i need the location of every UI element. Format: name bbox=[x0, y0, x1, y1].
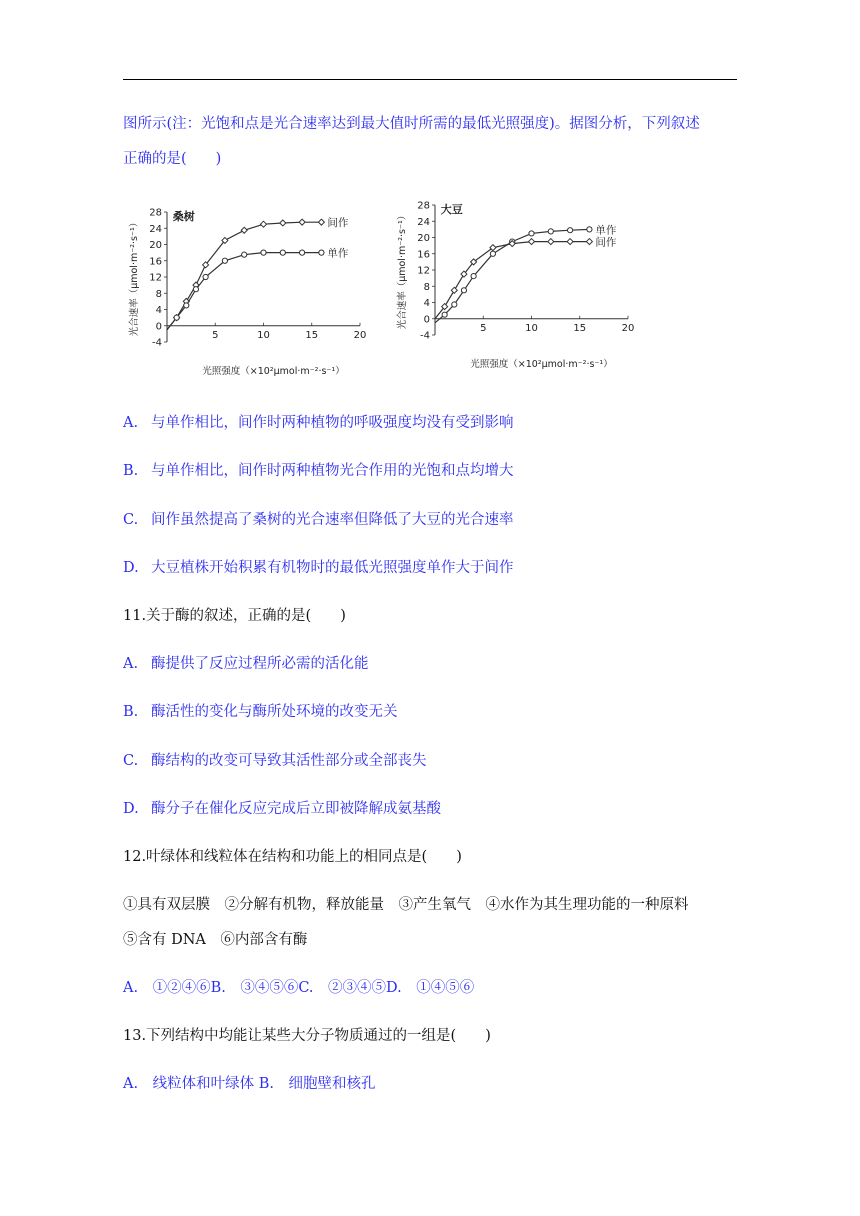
chart-mulberry bbox=[125, 192, 375, 377]
option-text: 与单作相比，间作时两种植物的呼吸强度均没有受到影响 bbox=[151, 415, 514, 431]
q12-stem: 12.叶绿体和线粒体在结构和功能上的相同点是( ) bbox=[123, 849, 462, 865]
data-point bbox=[442, 312, 447, 317]
option-letter: A. bbox=[123, 415, 139, 431]
option-letter: D. bbox=[123, 560, 139, 576]
option-text: 大豆植株开始积累有机物时的最低光照强度单作大于间作 bbox=[151, 560, 514, 576]
x-tick-label: 20 bbox=[353, 329, 367, 341]
data-point bbox=[193, 287, 198, 292]
y-tick-label: 20 bbox=[417, 233, 430, 244]
x-tick-label: 20 bbox=[621, 322, 635, 334]
y-axis-label: 光合速率（μmol·m⁻²·s⁻¹） bbox=[397, 210, 408, 330]
data-point bbox=[529, 239, 535, 245]
series-label: 单作 bbox=[327, 247, 349, 260]
data-point bbox=[567, 239, 573, 245]
data-point bbox=[261, 250, 266, 255]
data-point bbox=[280, 220, 286, 226]
y-tick-label: 8 bbox=[423, 281, 430, 293]
chart-soybean bbox=[393, 185, 643, 370]
q13-stem: 13.下列结构中均能让某些大分子物质通过的一组是( ) bbox=[123, 1028, 491, 1044]
data-point bbox=[203, 274, 208, 279]
y-tick-label: 24 bbox=[149, 223, 162, 235]
series-label: 间作 bbox=[595, 236, 617, 249]
series-label: 单作 bbox=[595, 224, 617, 237]
y-tick-label: 20 bbox=[149, 240, 162, 251]
data-point bbox=[548, 239, 554, 245]
series-line-1 bbox=[167, 253, 321, 330]
y-tick-label: 16 bbox=[417, 249, 430, 261]
y-tick-label: 28 bbox=[149, 207, 162, 219]
q11-option-d[interactable] bbox=[123, 797, 441, 818]
y-tick-label: 12 bbox=[417, 265, 430, 277]
option-text: 酶提供了反应过程所必需的活化能 bbox=[151, 656, 369, 672]
data-point bbox=[184, 303, 189, 308]
option-text: 酶活性的变化与酶所处环境的改变无关 bbox=[151, 704, 398, 720]
y-tick-label: -4 bbox=[152, 337, 162, 349]
q11-stem: 11.关于酶的叙述，正确的是( ) bbox=[123, 608, 346, 624]
data-point bbox=[471, 273, 476, 278]
option-text: 酶结构的改变可导致其活性部分或全部丧失 bbox=[151, 753, 427, 769]
data-point bbox=[452, 302, 457, 307]
data-point bbox=[241, 227, 247, 233]
x-axis-label: 光照强度（×10²μmol·m⁻²·s⁻¹） bbox=[202, 366, 345, 377]
y-axis-label: 光合速率（μmol·m⁻²·s⁻¹） bbox=[129, 217, 140, 337]
data-point bbox=[529, 231, 534, 236]
y-tick-label: 16 bbox=[149, 256, 162, 268]
x-tick-label: 15 bbox=[305, 329, 319, 341]
y-tick-label: 4 bbox=[423, 298, 430, 309]
x-tick-label: 15 bbox=[573, 322, 587, 334]
x-tick-label: 5 bbox=[212, 329, 219, 341]
data-point bbox=[586, 239, 592, 245]
q10-option-d[interactable] bbox=[123, 556, 514, 577]
y-tick-label: 4 bbox=[155, 305, 162, 316]
series-line-1 bbox=[435, 242, 589, 319]
data-point bbox=[300, 250, 305, 255]
q12-items-line2: ⑤含有 DNA ⑥内部含有酶 bbox=[123, 932, 308, 948]
x-axis-label: 光照强度（×10²μmol·m⁻²·s⁻¹） bbox=[470, 359, 613, 370]
x-tick-label: 10 bbox=[257, 329, 270, 341]
option-text: 酶分子在催化反应完成后立即被降解成氨基酸 bbox=[151, 801, 441, 817]
y-tick-label: 12 bbox=[149, 272, 162, 284]
option-letter: C. bbox=[123, 512, 139, 528]
option-letter: B. bbox=[123, 463, 139, 479]
q12-items-line1: ①具有双层膜 ②分解有机物，释放能量 ③产生氧气 ④水作为其生理功能的一种原料 bbox=[123, 897, 689, 913]
data-point bbox=[318, 219, 324, 225]
chart-title: 大豆 bbox=[440, 203, 463, 217]
data-point bbox=[587, 227, 592, 232]
x-tick-label: 5 bbox=[480, 322, 487, 334]
data-point bbox=[461, 288, 466, 293]
option-letter: A. bbox=[123, 656, 139, 672]
option-text: 与单作相比，间作时两种植物光合作用的光饱和点均增大 bbox=[151, 463, 514, 479]
q11-option-c[interactable] bbox=[123, 749, 427, 770]
data-point bbox=[174, 315, 179, 320]
x-tick-label: 10 bbox=[525, 322, 538, 334]
data-point bbox=[242, 252, 247, 257]
series-label: 间作 bbox=[327, 217, 349, 230]
option-text: 间作虽然提高了桑树的光合速率但降低了大豆的光合速率 bbox=[151, 512, 514, 528]
series-line-0 bbox=[167, 222, 321, 330]
q10-stem-line2: 正确的是( ) bbox=[123, 151, 222, 167]
data-point bbox=[222, 258, 227, 263]
header-rule bbox=[123, 79, 737, 80]
y-tick-label: 28 bbox=[417, 200, 430, 212]
data-point bbox=[451, 287, 457, 293]
q13-options[interactable]: A. 线粒体和叶绿体 B. 细胞壁和核孔 bbox=[123, 1076, 376, 1092]
q10-option-a[interactable] bbox=[123, 411, 514, 432]
y-tick-label: 0 bbox=[423, 314, 430, 326]
data-point bbox=[299, 219, 305, 225]
data-point bbox=[490, 251, 495, 256]
y-tick-label: 8 bbox=[155, 288, 162, 300]
data-point bbox=[319, 250, 324, 255]
option-letter: C. bbox=[123, 753, 139, 769]
data-point bbox=[280, 250, 285, 255]
y-tick-label: -4 bbox=[420, 330, 430, 342]
q12-options[interactable]: A. ①②④⑥B. ③④⑤⑥C. ②③④⑤D. ①④⑤⑥ bbox=[123, 980, 475, 996]
q10-option-c[interactable] bbox=[123, 508, 514, 529]
q11-option-a[interactable] bbox=[123, 652, 369, 673]
y-tick-label: 24 bbox=[417, 216, 430, 228]
q11-option-b[interactable] bbox=[123, 700, 398, 721]
option-letter: B. bbox=[123, 704, 139, 720]
data-point bbox=[568, 228, 573, 233]
chart-title: 桑树 bbox=[172, 210, 195, 224]
q10-stem-line1: 图所示(注：光饱和点是光合速率达到最大值时所需的最低光照强度)。据图分析，下列叙述 bbox=[123, 116, 700, 132]
data-point bbox=[261, 221, 267, 227]
option-letter: D. bbox=[123, 801, 139, 817]
q10-option-b[interactable] bbox=[123, 459, 514, 480]
y-tick-label: 0 bbox=[155, 321, 162, 333]
data-point bbox=[548, 229, 553, 234]
